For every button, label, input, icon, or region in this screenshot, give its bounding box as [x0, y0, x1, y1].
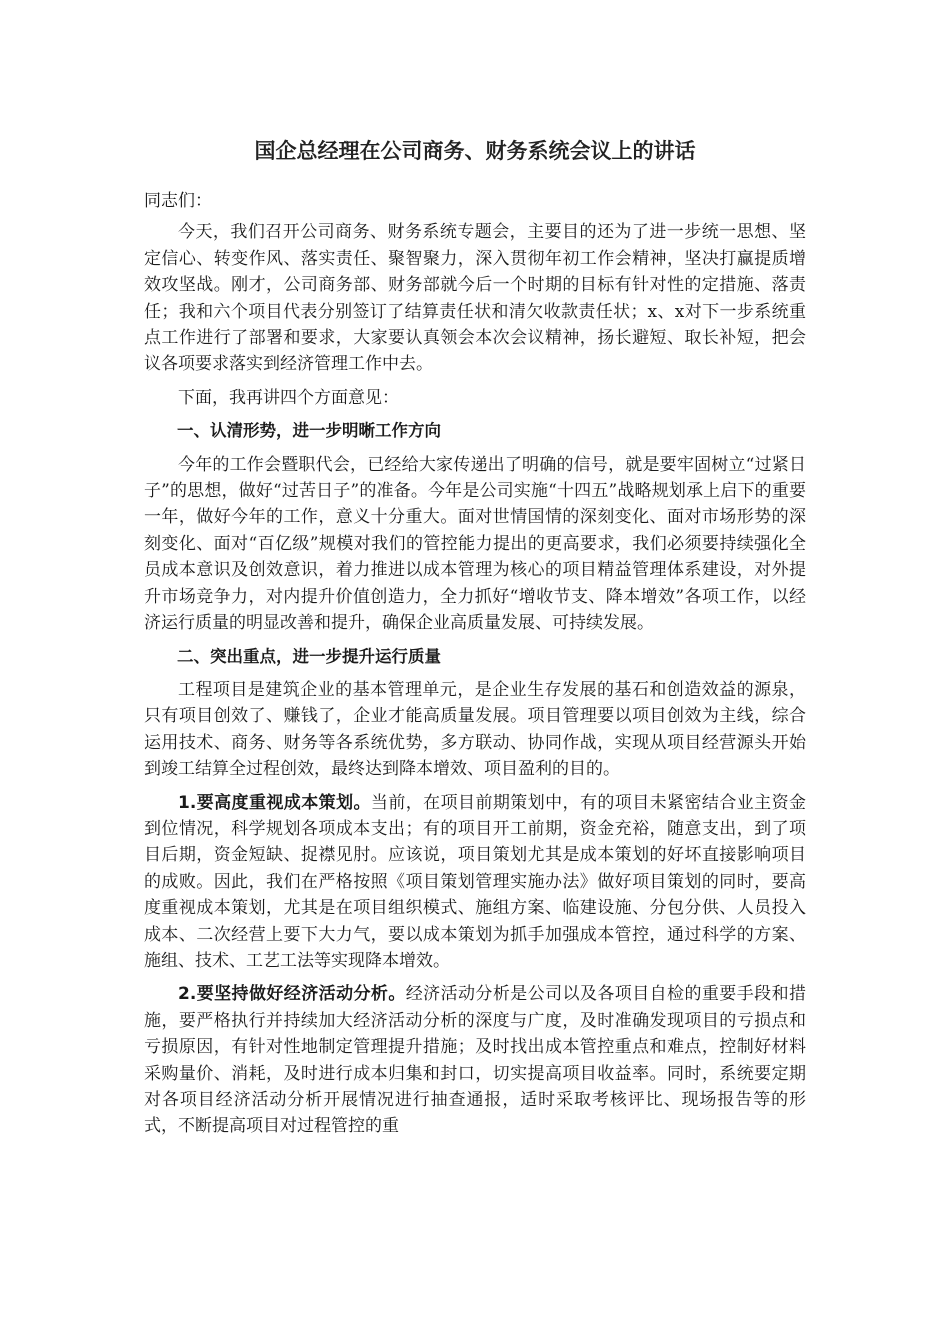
- section-1-paragraph: 今年的工作会暨职代会，已经给大家传递出了明确的信号，就是要牢固树立“过紧日子”的思想，做好“过苦日子”的准备。今年是公司实施“十四五”战略规划承上启下的重要一年，做好今年的工作，意义十分重大。面对世情国情的深刻变化、面对市场形势的深刻变化、面对“百亿级”规模对我们的管控能力提出的更高要求，我们必须要持续强化全员成本意识及创效意识，着力推进以成本管理为核心的项目精益管理体系建设，对外提升市场竞争力，对内提升价值创造力，全力抓好“增收节支、降本增效”各项工作，以经济运行质量的明显改善和提升，确保企业高质量发展、可持续发展。: [144, 454, 806, 634]
- intro-paragraph: 今天，我们召开公司商务、财务系统专题会，主要目的还为了进一步统一思想、坚定信心、转变作风、落实责任、聚智聚力，深入贯彻年初工作会精神，坚决打赢提质增效攻坚战。刚才，公司商务部、财务部就今后一个时期的目标有针对性的定措施、落责任；我和六个项目代表分别签订了结算责任状和清欠收款责任状；x、x对下一步系统重点工作进行了部署和要求，大家要认真领会本次会议精神，扬长避短、取长补短，把会议各项要求落实到经济管理工作中去。: [144, 222, 806, 375]
- transition-paragraph: 下面，我再讲四个方面意见：: [178, 387, 399, 408]
- section-2-paragraph: 工程项目是建筑企业的基本管理单元，是企业生存发展的基石和创造效益的源泉，只有项目创效了、赚钱了，企业才能高质量发展。项目管理要以项目创效为主线，综合运用技术、商务、财务等各系统优势，多方联动、协同作战，实现从项目经营源头开始到竣工结算全过程创效，最终达到降本增效、项目盈利的目的。: [144, 679, 806, 780]
- section-2-heading: 二、突出重点，进一步提升运行质量: [177, 646, 441, 666]
- section-2-item-1-lead: 1.要高度重视成本策划。: [178, 792, 371, 813]
- section-2-item-2-lead: 2.要坚持做好经济活动分析。: [178, 984, 406, 1005]
- section-1-heading: 一、认清形势，进一步明晰工作方向: [177, 421, 441, 441]
- greeting: 同志们：: [144, 191, 212, 211]
- document-body: [144, 188, 806, 1147]
- section-2-item-2-text: 经济活动分析是公司以及各项目自检的重要手段和措施，要严格执行并持续加大经济活动分析的深度与广度，及时准确发现项目的亏损点和亏损原因，有针对性地制定管理提升措施；及时找出成本管控重点和难点，控制好材料采购量价、消耗，及时进行成本归集和封口，切实提高项目收益率。同时，系统要定期对各项目经济活动分析开展情况进行抽查通报，适时采取考核评比、现场报告等的形式，不断提高项目对过程管控的重: [144, 984, 806, 1137]
- section-2-item-1: [144, 790, 806, 975]
- document-title: 国企总经理在公司商务、财务系统会议上的讲话: [254, 139, 696, 163]
- section-2-item-2: [144, 981, 806, 1139]
- section-2-item-1-text: 当前，在项目前期策划中，有的项目未紧密结合业主资金到位情况，科学规划各项成本支出；有的项目开工前期，资金充裕，随意支出，到了项目后期，资金短缺、捉襟见肘。应该说，项目策划尤其是成本策划的好坏直接影响项目的成败。因此，我们在严格按照《项目策划管理实施办法》做好项目策划的同时，要高度重视成本策划，尤其是在项目组织模式、施组方案、临建设施、分包分供、人员投入成本、二次经营上要下大力气，要以成本策划为抓手加强成本管控，通过科学的方案、施组、技术、工艺工法等实现降本增效。: [144, 792, 807, 971]
